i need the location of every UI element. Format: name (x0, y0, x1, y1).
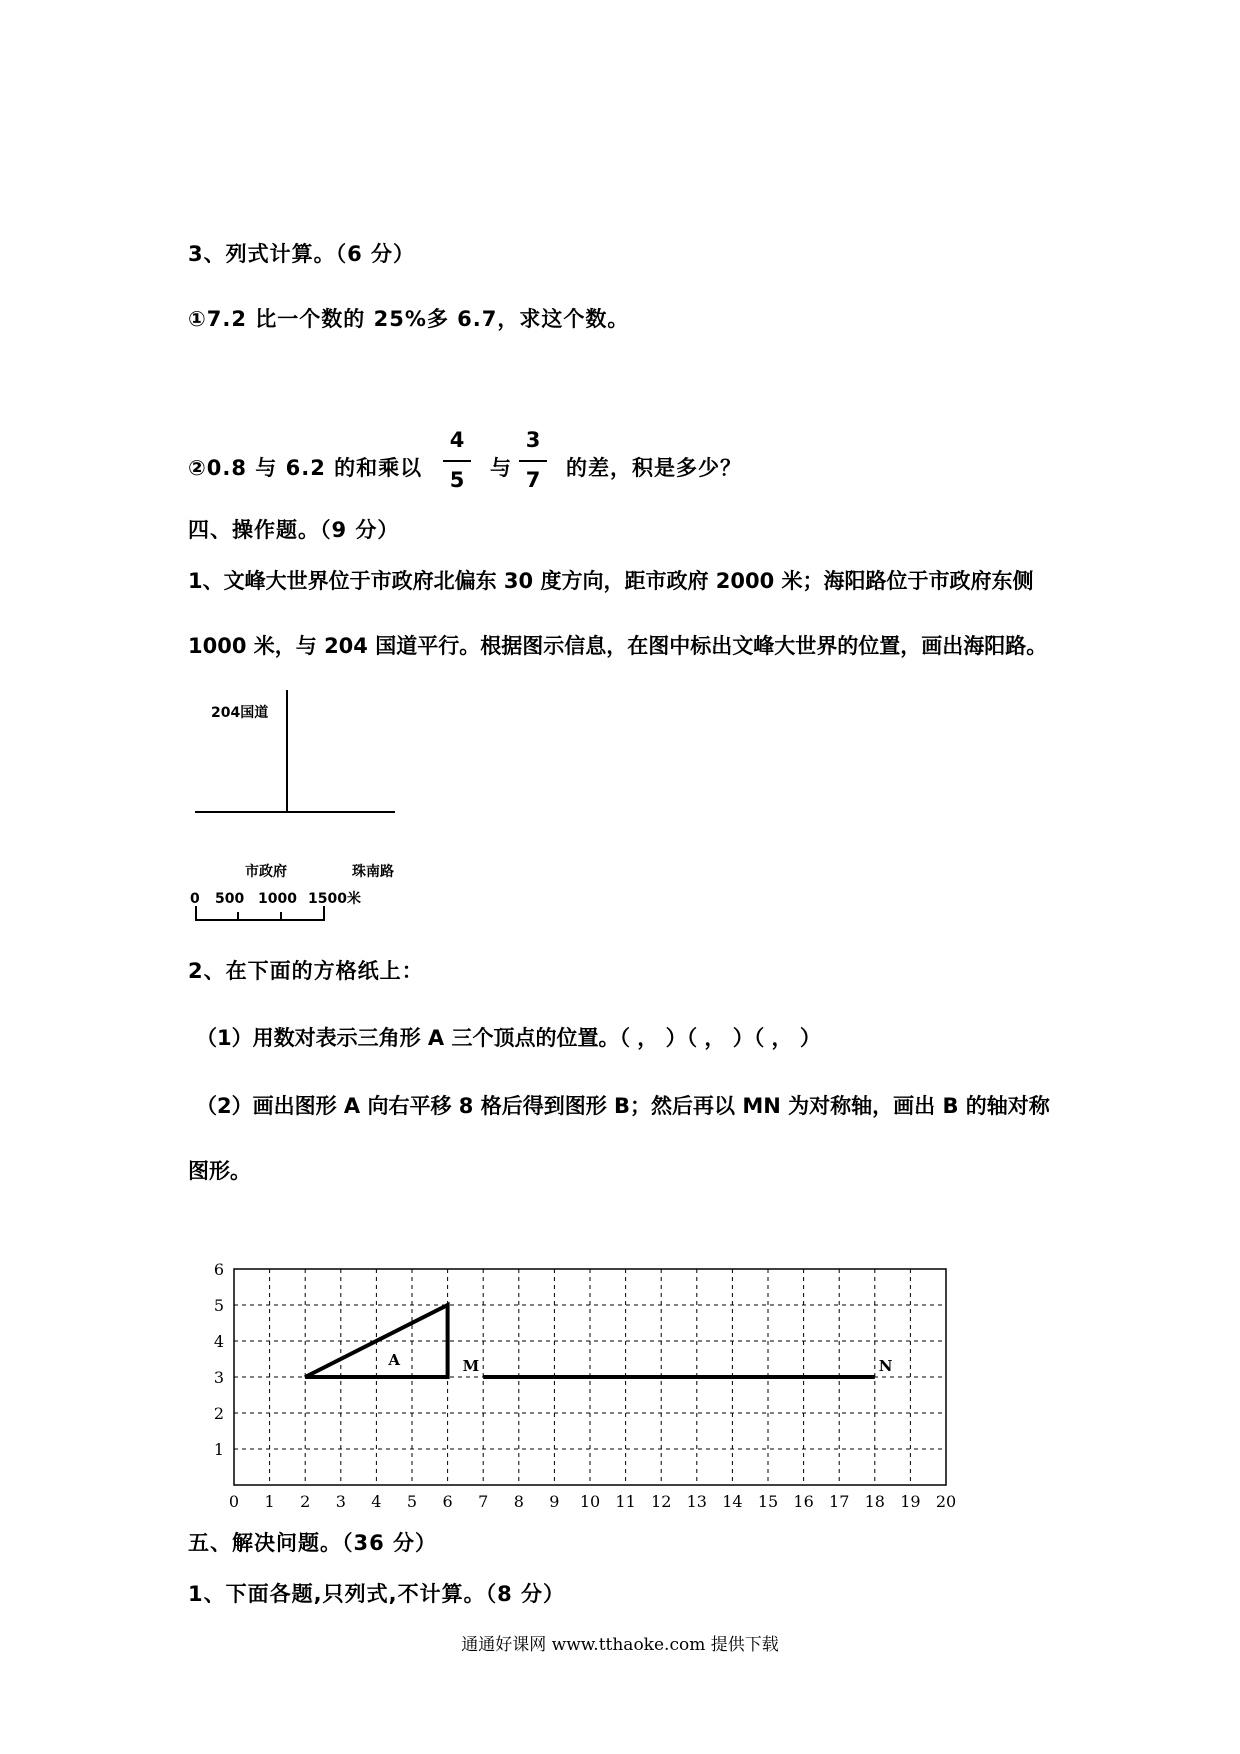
fraction-denominator: 5 (449, 468, 465, 492)
x-tick-label: 3 (335, 1492, 346, 1511)
x-tick-label: 8 (513, 1492, 524, 1511)
y-tick-label: 3 (213, 1368, 224, 1387)
fraction-numerator: 3 (525, 428, 541, 452)
section5-title: 五、解决问题。（36 分） (188, 1531, 438, 1555)
section4-question2-title: 2、在下面的方格纸上： (188, 959, 424, 983)
x-tick-label: 9 (549, 1492, 560, 1511)
y-tick-label: 2 (213, 1404, 224, 1423)
section4-question1-line1: 1、文峰大世界位于市政府北偏东 30 度方向，距市政府 2000 米；海阳路位于市政府东侧 (188, 569, 1034, 593)
x-tick-label: 0 (228, 1492, 240, 1511)
y-tick-label: 1 (213, 1440, 224, 1459)
x-tick-label: 10 (579, 1492, 601, 1511)
scale-label-0: 0 (190, 891, 200, 907)
triangle-a-label: A (388, 1351, 401, 1369)
x-tick-label: 6 (442, 1492, 453, 1511)
scale-label-500: 500 (215, 891, 245, 907)
section5-question1-title: 1、下面各题,只列式,不计算。（8 分） (188, 1582, 565, 1606)
x-tick-label: 18 (864, 1492, 885, 1511)
section4-question2-part2-line1: （2）画出图形 A 向右平移 8 格后得到图形 B；然后再以 MN 为对称轴，画出 B 的轴对称 (196, 1094, 1050, 1118)
x-tick-label: 5 (406, 1492, 418, 1511)
section3-title: 3、列式计算。（6 分） (188, 242, 416, 266)
x-tick-label: 2 (300, 1492, 311, 1511)
x-tick-label: 13 (686, 1492, 707, 1511)
road-204-label: 204国道 (211, 705, 269, 721)
scale-label-1500: 1500米 (308, 891, 361, 907)
x-tick-label: 19 (900, 1492, 921, 1511)
m-label: M (462, 1357, 480, 1375)
x-tick-label: 14 (722, 1492, 743, 1511)
x-tick-label: 1 (264, 1492, 275, 1511)
section4-question2-part2-line2: 图形。 (188, 1159, 251, 1183)
x-tick-label: 4 (371, 1492, 382, 1511)
x-tick-label: 7 (478, 1492, 489, 1511)
y-tick-label: 6 (213, 1260, 224, 1279)
section4-title: 四、操作题。（9 分） (188, 518, 400, 542)
section3-question2-prefix: ②0.8 与 6.2 的和乘以 (188, 456, 423, 480)
x-tick-label: 16 (793, 1492, 814, 1511)
x-tick-label: 15 (757, 1492, 779, 1511)
section4-question2-part1: （1）用数对表示三角形 A 三个顶点的位置。（ ， ）（ ， ）（ ， ） (196, 1026, 821, 1050)
y-tick-label: 4 (213, 1332, 224, 1351)
n-label: N (878, 1357, 893, 1375)
city-government-label: 市政府 (245, 864, 287, 880)
y-tick-label: 5 (213, 1296, 224, 1315)
scale-label-1000: 1000 (258, 891, 297, 907)
section3-question1: ①7.2 比一个数的 25%多 6.7，求这个数。 (188, 307, 630, 331)
zhunan-road-label: 珠南路 (352, 864, 394, 880)
section3-question2-suffix: 的差，积是多少？ (566, 456, 742, 480)
x-tick-label: 17 (829, 1492, 850, 1511)
section4-question1-line2: 1000 米，与 204 国道平行。根据图示信息，在图中标出文峰大世界的位置，画出海阳路。 (188, 634, 1048, 658)
fraction-denominator: 7 (525, 468, 541, 492)
page-footer: 通通好课网 www.tthaoke.com 提供下载 (461, 1635, 779, 1655)
section3-question2-mid: 与 (490, 456, 512, 480)
x-tick-label: 12 (651, 1492, 672, 1511)
x-tick-label: 20 (935, 1492, 957, 1511)
x-tick-label: 11 (615, 1492, 636, 1511)
fraction-numerator: 4 (449, 428, 465, 452)
